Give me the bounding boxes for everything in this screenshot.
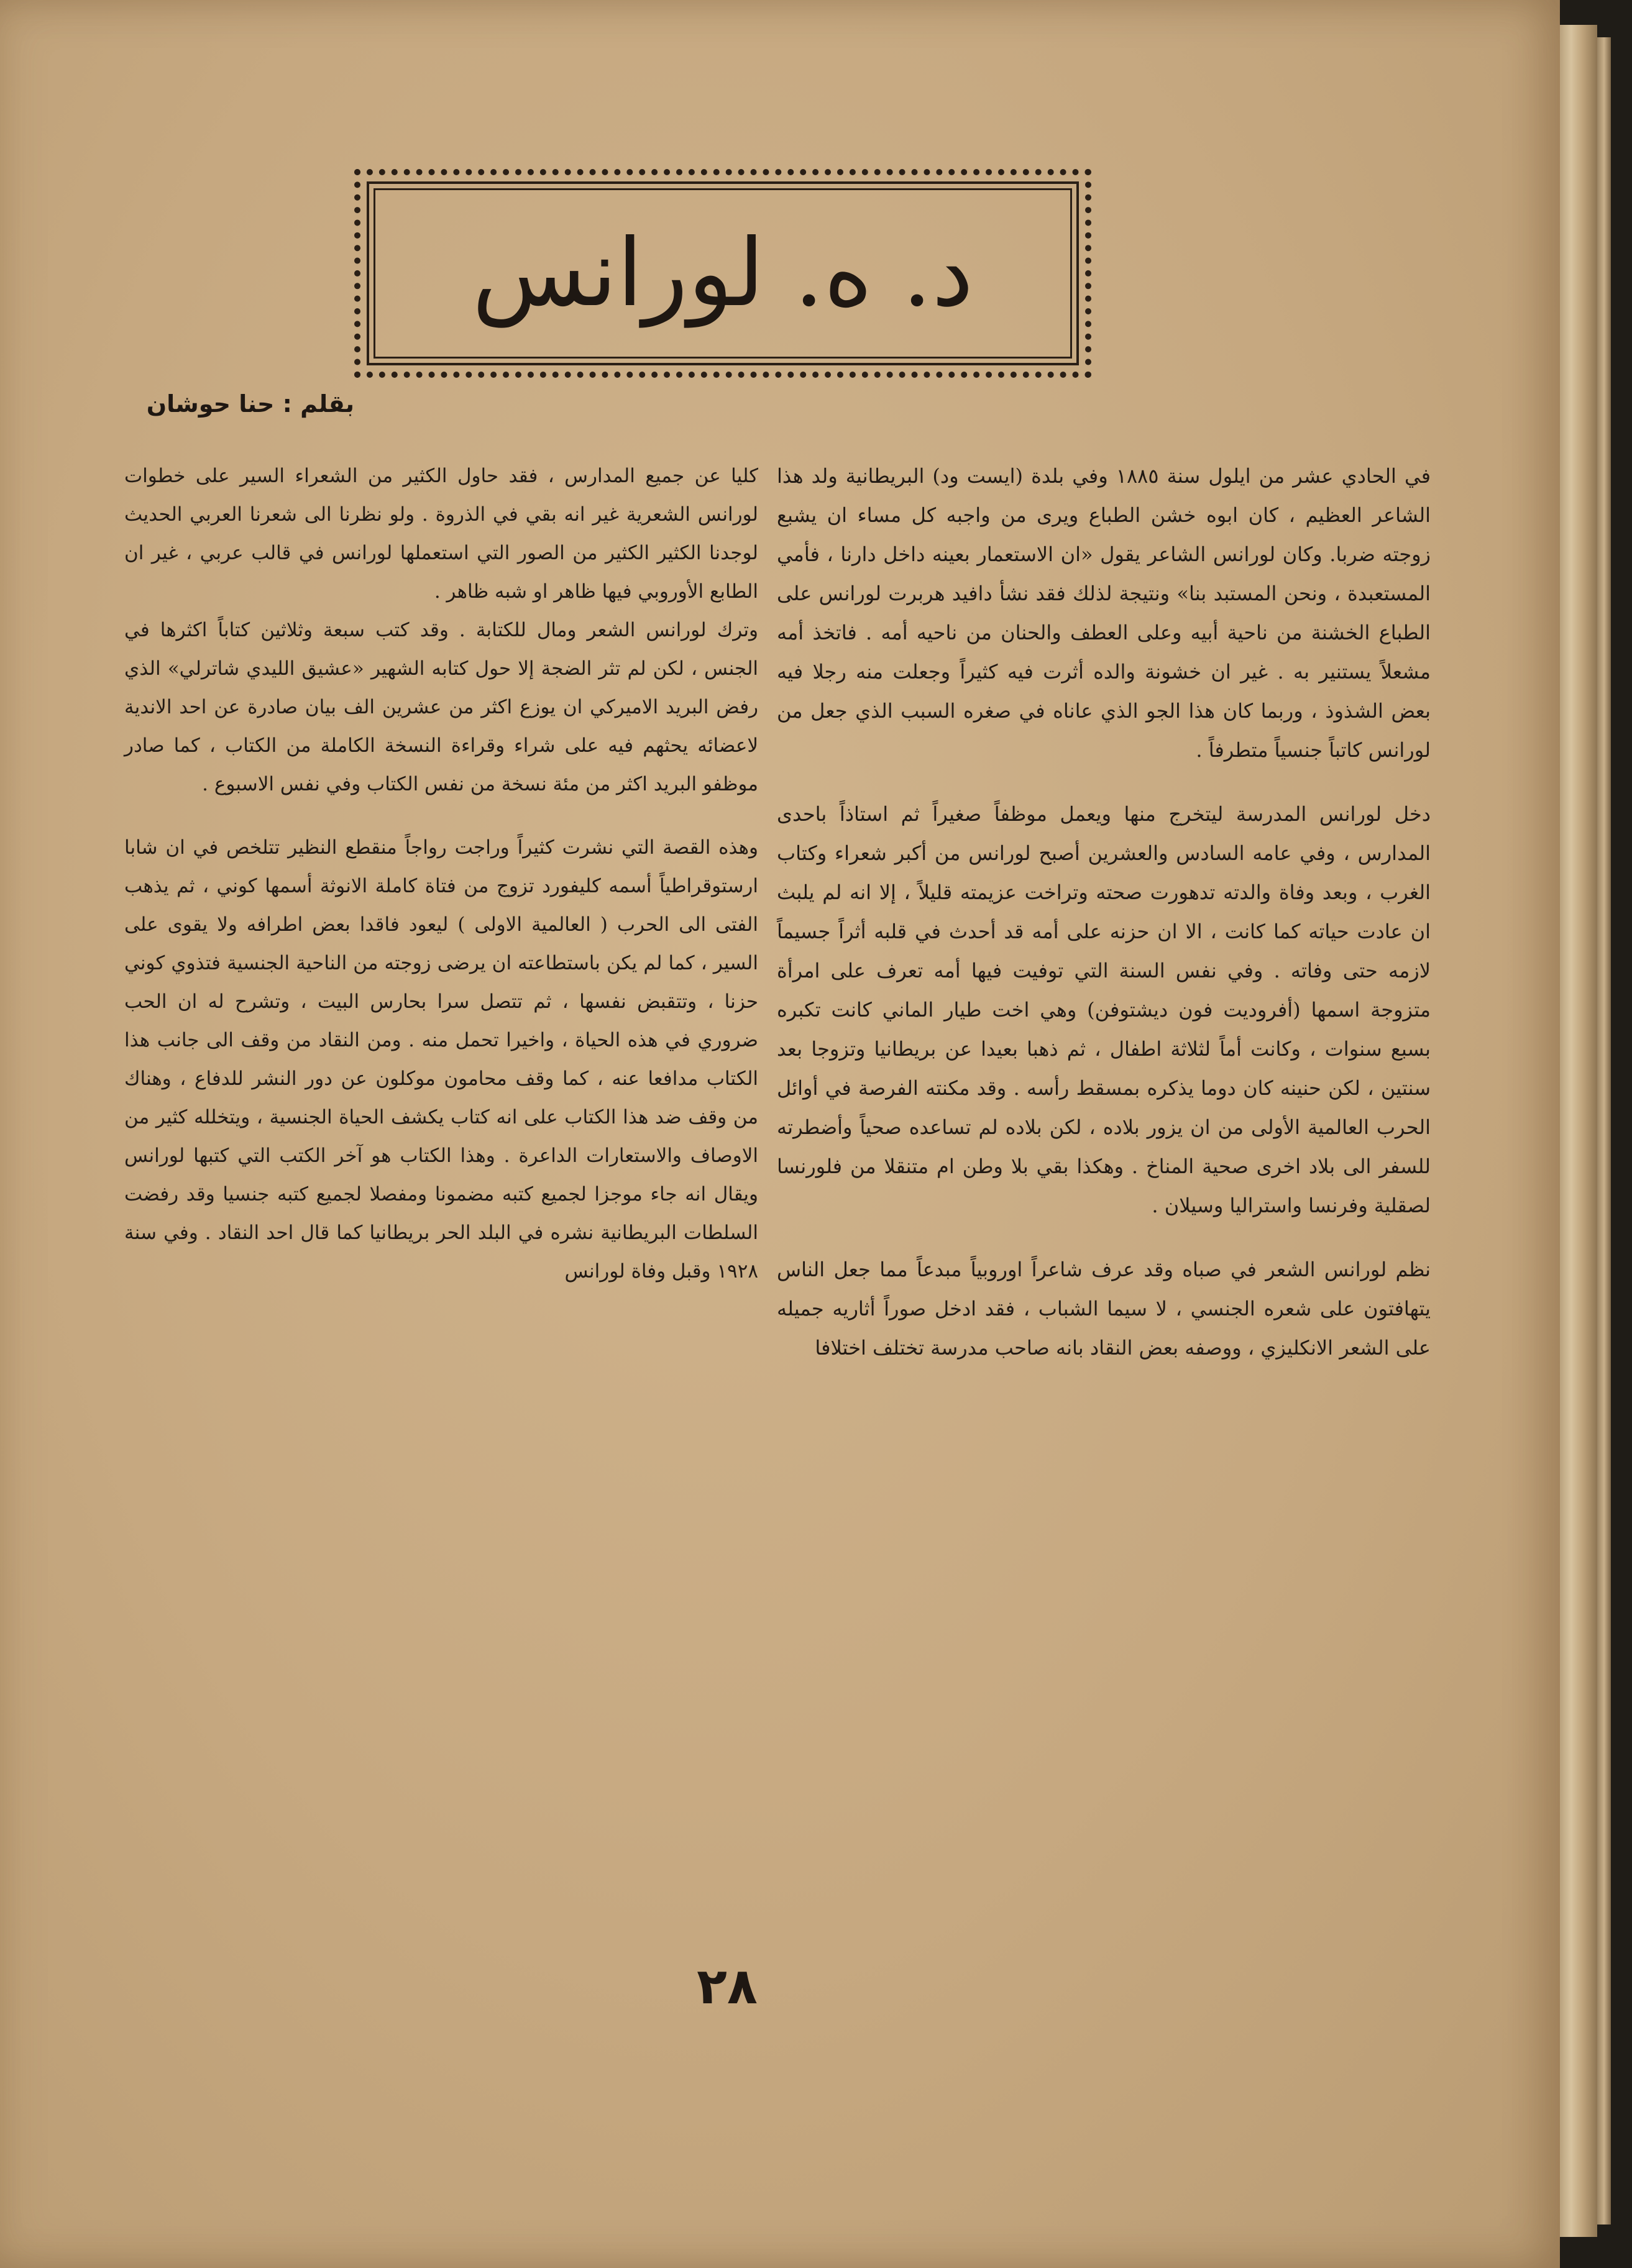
paragraph-gap [777,770,1431,795]
author-byline: بقلم : حنا حوشان [146,390,354,418]
article-title: د. ه. لورانس [472,219,974,327]
paragraph: وهذه القصة التي نشرت كثيراً وراجت رواجاً منقطع النظير تتلخص في ان شابا ارستوقراطياً أسمه كليفورد تزوج من فتاة كاملة الانوثة أسمها كوني ، ثم يذهب الفتى الى الحرب ( العالمية الاولى ) ليعود فاقدا بعض اطرافه ولا يقوى على السير ، كما لم يكن باستطاعته ان يرضى زوجته من الناحية الجنسية فتذوي كوني حزنا ، وتتقبض نفسها ، ثم تتصل سرا بحارس البيت ، وتشرح له ان الحب ضروري في هذه الحياة ، واخيرا تحمل منه . ومن النقاد من وقف الى جانب هذا الكتاب مدافعا عنه ، كما وقف محامون موكلون عن دور النشر للدفاع ، وهناك من وقف ضد هذا الكتاب على انه كتاب يكشف الحياة الجنسية ، ويتخلله كثير من الاوصاف والاستعارات الداعرة . وهذا الكتاب هو آخر الكتب التي كتبها لورانس ويقال انه جاء موجزا لجميع كتبه مضمونا ومفصلا لجميع كتبه جنسيا وقد رفضت السلطات البريطانية نشره في البلد الحر بريطانيا كما قال احد النقاد . وفي سنة ١٩٢٨ وقبل وفاة لورانس [124,836,758,1283]
paragraph-gap [777,1225,1431,1250]
paragraph: في الحادي عشر من ايلول سنة ١٨٨٥ وفي بلدة (ايست ود) البريطانية ولد هذا الشاعر العظيم ، كان ابوه خشن الطباع ويرى من واجبه كل مساء ان يشبع زوجته ضربا. وكان لورانس الشاعر يقول «ان الاستعمار بعينه داخل دارنا ، فأمي المستعبدة ، ونحن المستبد بنا» ونتيجة لذلك فقد نشأ دافيد هربرت لورانس على الطباع الخشنة من ناحية أبيه وعلى العطف والحنان من ناحيه أمه . فاتخذ أمه مشعلاً يستنير به . غير ان خشونة والده أثرت فيه كثيراً وجعلت منه رجلا فيه بعض الشذوذ ، وربما كان هذا الجو الذي عاناه في صغره السبب الذي جعل من لورانس كاتباً جنسياً متطرفاً . [777,464,1431,762]
page-stack-edge [1560,25,1597,2237]
paragraph: نظم لورانس الشعر في صباه وقد عرف شاعراً اوروبياً مبدعاً مما جعل الناس يتهافتون على شعره الجنسي ، لا سيما الشباب ، فقد ادخل صوراً أثاريه جميله على الشعر الانكليزي ، ووصفه بعض النقاد بانه صاحب مدرسة تختلف اختلافا [777,1258,1431,1360]
paragraph-gap [124,803,758,828]
title-frame [354,169,1091,378]
page-number: ٢٨ [697,1957,758,2015]
page-stack-edge-outer [1597,37,1611,2225]
right-text-column [777,457,1431,1880]
title-frame-inner [367,181,1079,365]
paragraph: وترك لورانس الشعر ومال للكتابة . وقد كتب سبعة وثلاثين كتاباً اكثرها في الجنس ، لكن لم تثر الضجة إلا حول كتابه الشهير «عشيق الليدي شاترلي» الذي رفض البريد الاميركي ان يوزع اكثر من عشرين الف بيان صادرة عن احد الاندية لاعضائه يحثهم فيه على شراء وقراءة النسخة الكاملة من الكتاب ، كما صادر موظفو البريد اكثر من مئة نسخة من نفس الكتاب وفي نفس الاسبوع . [124,619,758,795]
left-text-column [124,457,758,1880]
paragraph: دخل لورانس المدرسة ليتخرج منها ويعمل موظفاً صغيراً ثم استاذاً باحدى المدارس ، وفي عامه السادس والعشرين أصبح لورانس من أكبر شعراء وكتاب الغرب ، وبعد وفاة والدته تدهورت صحته وتراخت عزيمته قليلاً ، إلا انه لم يلبث ان عادت حياته كما كانت ، الا ان حزنه على أمه قد أحدث في قلبه أثراً جسيماً لازمه حتى وفاته . وفي نفس السنة التي توفيت فيها أمه تعرف على امرأة متزوجة اسمها (أفروديت فون ديشتوفن) وهي اخت طيار الماني كانت تكبره بسبع سنوات ، وكانت أماً لثلاثة اطفال ، ثم ذهبا بعيدا عن بريطانيا وتزوجا بعد سنتين ، لكن حنينه كان دوما يذكره بمسقط رأسه . وقد مكنته الفرصة في أوائل الحرب العالمية الأولى من ان يزور بلاده ، لكن بلاده لم تساعده صحياً وأضطرته للسفر الى بلاد اخرى صحية المناخ . وهكذا بقي بلا وطن ام متنقلا من فلورنسا لصقلية وفرنسا واستراليا وسيلان . [777,802,1431,1217]
paragraph: كليا عن جميع المدارس ، فقد حاول الكثير من الشعراء السير على خطوات لورانس الشعرية غير انه بقي في الذروة . ولو نظرنا الى شعرنا العربي الحديث لوجدنا الكثير الكثير من الصور التي استعملها لورانس في قالب عربي ، غير ان الطابع الأوروبي فيها ظاهر او شبه ظاهر . [124,465,758,603]
